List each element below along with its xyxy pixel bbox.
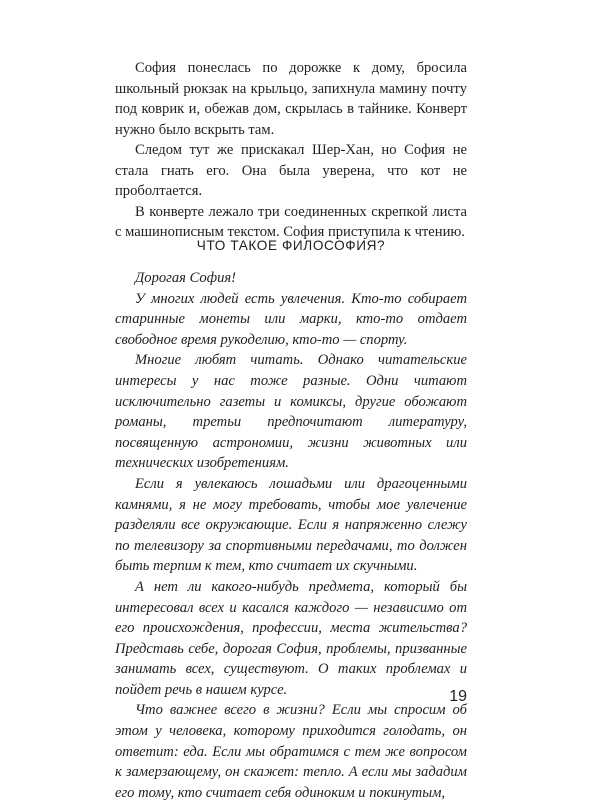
letter-paragraph: Что важнее всего в жизни? Если мы спросим об этом у человека, которому приходится голодать, он ответит: еда. Если мы обратимся с тем же вопросом к замерзающему, он скажет: тепло. А если мы зададим его тому, кто считает себя одиноким и покинутым, xyxy=(115,702,467,801)
narrative-paragraph: Следом тут же прискакал Шер-Хан, но София не стала гнать его. Она была уверена, что кот не проболтается. xyxy=(115,142,467,199)
letter-paragraph: Многие любят читать. Однако читательские интересы у нас тоже разные. Одни читают исключительно газеты и комиксы, другие обожают романы, третьи предпочитают литературу, посвященную астрономии, жизни животных или технических изобретениям. xyxy=(115,352,467,472)
letter-text xyxy=(115,268,467,803)
letter-paragraph: А нет ли какого-нибудь предмета, который бы интересовал всех и касался каждого — независимо от его происхождения, профессии, места жительства? Представь себе, дорогая София, проблемы, призванные занимать всех, существуют. О таких проблемах и пойдет речь в нашем курсе. xyxy=(115,578,467,698)
letter-paragraph: Если я увлекаюсь лошадьми или драгоценными камнями, я не могу требовать, чтобы мое увлечение разделяли все окружающие. Если я напряженно слежу по телевизору за спортивными передачами, то должен быть терпим к тем, кто считает их скучными. xyxy=(115,475,467,575)
chapter-heading: ЧТО ТАКОЕ ФИЛОСОФИЯ? xyxy=(196,238,386,253)
page-number: 19 xyxy=(449,688,467,705)
narrative-paragraph: В конверте лежало три соединенных скрепкой листа с машинописным текстом. София приступила к чтению. xyxy=(115,203,467,240)
narrative-text xyxy=(115,58,467,243)
narrative-paragraph: София понеслась по дорожке к дому, бросила школьный рюкзак на крыльцо, запихнула мамину почту под коврик и, обежав дом, скрылась в тайнике. Конверт нужно было вскрыть там. xyxy=(115,60,467,138)
letter-greeting: Дорогая София! xyxy=(135,270,237,286)
letter-paragraph: У многих людей есть увлечения. Кто-то собирает старинные монеты или марки, кто-то отдает свободное время рукоделию, кто-то — спорту. xyxy=(115,290,467,348)
